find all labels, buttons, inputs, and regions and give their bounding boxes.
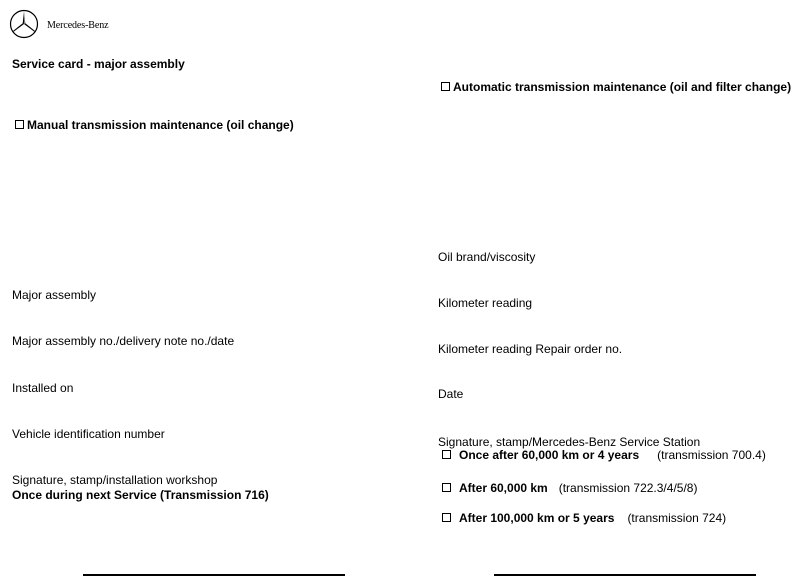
interval-option[interactable] <box>442 481 697 495</box>
brand-name: Mercedes-Benz <box>47 20 109 31</box>
installed-on-label: Installed on <box>12 381 74 395</box>
automatic-maintenance-label: Automatic transmission maintenance (oil and filter change) <box>453 80 792 94</box>
automatic-maintenance-checkbox[interactable] <box>441 82 450 91</box>
interval-label: After 60,000 km <box>459 481 548 495</box>
date-label: Date <box>438 387 464 401</box>
oil-brand-label: Oil brand/viscosity <box>438 250 536 264</box>
interval-label: Once after 60,000 km or 4 years <box>459 448 640 462</box>
interval-checkbox[interactable] <box>442 483 451 492</box>
interval-note: (transmission 722.3/4/5/8) <box>558 481 698 495</box>
interval-label: After 100,000 km or 5 years <box>459 511 615 525</box>
interval-note: (transmission 724) <box>627 511 727 525</box>
right-signature-line[interactable] <box>494 574 756 576</box>
once-next-service-label: Once during next Service (Transmission 716) <box>12 488 269 502</box>
assembly-number-label: Major assembly no./delivery note no./date <box>12 334 235 348</box>
interval-note: (transmission 700.4) <box>657 448 766 462</box>
interval-option[interactable] <box>442 448 766 462</box>
kilometer-reading-label: Kilometer reading <box>438 296 533 310</box>
service-station-signature-label: Signature, stamp/Mercedes-Benz Service Station <box>438 435 701 449</box>
manual-maintenance-label: Manual transmission maintenance (oil change) <box>27 118 294 132</box>
vin-label: Vehicle identification number <box>12 427 165 441</box>
manual-maintenance-option[interactable] <box>15 118 294 132</box>
interval-option[interactable] <box>442 511 726 525</box>
kilometer-repair-order-label: Kilometer reading Repair order no. <box>438 342 623 356</box>
manual-maintenance-checkbox[interactable] <box>15 120 24 129</box>
automatic-maintenance-option[interactable] <box>441 80 791 94</box>
page-title: Service card - major assembly <box>12 57 185 71</box>
interval-checkbox[interactable] <box>442 513 451 522</box>
installation-signature-label: Signature, stamp/installation workshop <box>12 473 218 487</box>
interval-checkbox[interactable] <box>442 450 451 459</box>
major-assembly-label: Major assembly <box>12 288 97 302</box>
left-signature-line[interactable] <box>83 574 345 576</box>
mercedes-star-icon <box>9 9 39 39</box>
